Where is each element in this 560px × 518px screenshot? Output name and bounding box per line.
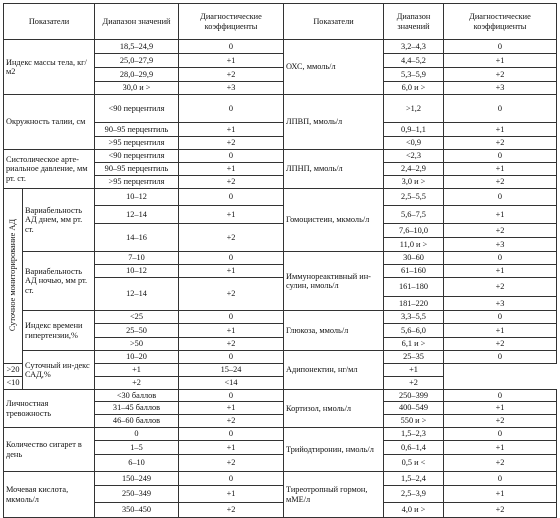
coef-cell: +2 (444, 415, 557, 428)
table-row (4, 252, 557, 265)
range-cell: >50 (95, 338, 179, 351)
table-row (4, 95, 557, 123)
range-cell: >20 (4, 364, 23, 377)
range-cell: 90–95 перцентиль (95, 123, 179, 137)
table-row (4, 150, 557, 163)
range-cell: <25 (95, 311, 179, 324)
table-row (4, 428, 557, 441)
header-coef: Диагностические коэффициенты (179, 4, 284, 40)
coef-cell: 0 (179, 390, 284, 402)
coef-cell: +2 (179, 503, 284, 518)
range-cell: <10 (4, 377, 23, 390)
coef-cell: +2 (444, 137, 557, 150)
range-cell: 61–160 (384, 265, 444, 278)
coef-cell: 0 (179, 95, 284, 123)
range-cell: 0 (95, 428, 179, 441)
range-cell: 1,5–2,3 (384, 428, 444, 441)
coef-cell: +1 (384, 364, 444, 377)
abpm-group-text: Суточное мониторирование АД (8, 218, 18, 332)
range-cell: 400–549 (384, 402, 444, 415)
coef-cell: +1 (444, 163, 557, 176)
range-cell: <30 баллов (95, 390, 179, 402)
coef-cell: +1 (444, 402, 557, 415)
coef-cell: 0 (179, 428, 284, 441)
range-cell: 25,0–27,9 (95, 54, 179, 68)
range-cell: 31–45 баллов (95, 402, 179, 415)
range-cell: 25–50 (95, 324, 179, 338)
range-cell: <90 перцентиля (95, 95, 179, 123)
range-cell: >95 перцентиля (95, 137, 179, 150)
coef-cell: +3 (444, 238, 557, 252)
coef-cell: 0 (179, 472, 284, 486)
coef-cell: +2 (179, 278, 284, 311)
range-cell: 3,2–4,3 (384, 40, 444, 54)
coef-cell: 0 (444, 390, 557, 402)
range-cell: 28,0–29,9 (95, 68, 179, 82)
indicator-ldl: ЛПНП, ммоль/л (284, 150, 384, 189)
range-cell: 6,0 и > (384, 82, 444, 95)
coef-cell: +1 (444, 123, 557, 137)
coef-cell: +2 (444, 176, 557, 189)
indicator-tsh: Тиреотропный гормон, мМЕ/л (284, 472, 384, 518)
indicator-variability-day: Вариабельность АД днем, мм рт. ст. (23, 189, 95, 252)
range-cell: 6,1 и > (384, 338, 444, 351)
table-row (4, 390, 557, 402)
coef-cell: +2 (179, 176, 284, 189)
header-row (4, 4, 557, 40)
coef-cell: +2 (95, 377, 179, 390)
indicator-adiponectin: Адипонектин, нг/мл (284, 351, 384, 390)
range-cell: <0,9 (384, 137, 444, 150)
range-cell: <90 перцентиля (95, 150, 179, 163)
range-cell: 3,0 и > (384, 176, 444, 189)
table-row (4, 472, 557, 486)
coef-cell: +2 (179, 224, 284, 252)
header-indicators: Показатели (4, 4, 95, 40)
coef-cell: +3 (444, 297, 557, 311)
coef-cell: +1 (179, 402, 284, 415)
indicator-hypertension-time: Индекс времени гипертензии,% (23, 311, 95, 351)
range-cell: >95 перцентиля (95, 176, 179, 189)
range-cell: 4,4–5,2 (384, 54, 444, 68)
range-cell: 0,6–1,4 (384, 441, 444, 455)
range-cell: 2,5–3,9 (384, 486, 444, 503)
range-cell: 250–399 (384, 390, 444, 402)
header-indicators-right: Показатели (284, 4, 384, 40)
coef-cell: +2 (444, 503, 557, 518)
range-cell: 15–24 (179, 364, 284, 377)
coef-cell: +2 (444, 338, 557, 351)
table-row (4, 351, 557, 364)
coef-cell: 0 (179, 252, 284, 265)
range-cell: 10–12 (95, 189, 179, 206)
coef-cell: +1 (444, 54, 557, 68)
diagnostic-table (3, 3, 557, 518)
coef-cell: +1 (444, 486, 557, 503)
range-cell: 181–220 (384, 297, 444, 311)
range-cell: 11,0 и > (384, 238, 444, 252)
coef-cell: +1 (444, 206, 557, 224)
indicator-hdl: ЛПВП, ммоль/л (284, 95, 384, 150)
coef-cell: +1 (179, 206, 284, 224)
range-cell: 0,9–1,1 (384, 123, 444, 137)
range-cell: 18,5–24,9 (95, 40, 179, 54)
abpm-group-label (4, 189, 23, 364)
range-cell: 25–35 (384, 351, 444, 364)
header-range: Диапазон значений (95, 4, 179, 40)
coef-cell: 0 (444, 472, 557, 486)
range-cell: 550 и > (384, 415, 444, 428)
range-cell: 10–12 (95, 265, 179, 278)
range-cell: <14 (179, 377, 284, 390)
indicator-glucose: Глюкоза, ммоль/л (284, 311, 384, 351)
indicator-homocysteine: Гомоцистеин, мкмоль/л (284, 189, 384, 252)
indicator-systolic-bp: Систолическое арте-риальное давление, мм рт. ст. (4, 150, 95, 189)
range-cell: 30,0 и > (95, 82, 179, 95)
range-cell: <2,3 (384, 150, 444, 163)
range-cell: 12–14 (95, 278, 179, 311)
coef-cell: 0 (444, 150, 557, 163)
coef-cell: +2 (179, 338, 284, 351)
indicator-cholesterol: ОХС, ммоль/л (284, 40, 384, 95)
table-row (4, 311, 557, 324)
coef-cell: 0 (444, 252, 557, 265)
header-range-right: Диапазон значений (384, 4, 444, 40)
coef-cell: +3 (444, 82, 557, 95)
coef-cell: +1 (179, 486, 284, 503)
coef-cell: +1 (179, 441, 284, 455)
coef-cell: +1 (444, 265, 557, 278)
coef-cell: +2 (444, 455, 557, 472)
coef-cell: 0 (179, 351, 284, 364)
coef-cell: +1 (444, 324, 557, 338)
range-cell: 5,6–7,5 (384, 206, 444, 224)
table-row (4, 189, 557, 206)
range-cell: 5,3–5,9 (384, 68, 444, 82)
range-cell: 14–16 (95, 224, 179, 252)
indicator-anxiety: Личностная тревожность (4, 390, 95, 428)
range-cell: 150–249 (95, 472, 179, 486)
range-cell: 0,5 и < (384, 455, 444, 472)
coef-cell: 0 (179, 311, 284, 324)
coef-cell: +1 (95, 364, 179, 377)
range-cell: 250–349 (95, 486, 179, 503)
coef-cell: 0 (444, 351, 557, 364)
range-cell: 3,3–5,5 (384, 311, 444, 324)
range-cell: 350–450 (95, 503, 179, 518)
coef-cell: +2 (179, 415, 284, 428)
range-cell: 1–5 (95, 441, 179, 455)
range-cell: 7–10 (95, 252, 179, 265)
range-cell: 7,6–10,0 (384, 224, 444, 238)
range-cell: 30–60 (384, 252, 444, 265)
range-cell: 5,6–6,0 (384, 324, 444, 338)
indicator-triiodothyronine: Трийодтиронин, нмоль/л (284, 428, 384, 472)
indicator-cigarettes: Количество сигарет в день (4, 428, 95, 472)
coef-cell: 0 (179, 40, 284, 54)
range-cell: 10–20 (95, 351, 179, 364)
coef-cell: 0 (444, 311, 557, 324)
coef-cell: +2 (384, 377, 444, 390)
range-cell: 12–14 (95, 206, 179, 224)
coef-cell: +2 (444, 224, 557, 238)
coef-cell: +2 (444, 68, 557, 82)
coef-cell: +3 (179, 82, 284, 95)
coef-cell: +2 (179, 68, 284, 82)
coef-cell: 0 (444, 95, 557, 123)
range-cell: >1,2 (384, 95, 444, 123)
coef-cell: +2 (179, 455, 284, 472)
coef-cell: +1 (179, 265, 284, 278)
coef-cell: +1 (179, 324, 284, 338)
table-row (4, 40, 557, 54)
indicator-insulin: Иммунореактивный ин-сулин, нмоль/л (284, 252, 384, 311)
coef-cell: +2 (179, 137, 284, 150)
range-cell: 90–95 перцентиль (95, 163, 179, 176)
range-cell: 2,5–5,5 (384, 189, 444, 206)
indicator-sad-index: Суточный ин-декс САД,% (23, 351, 95, 390)
coef-cell: 0 (444, 189, 557, 206)
indicator-uric-acid: Мочевая кислота, мкмоль/л (4, 472, 95, 518)
indicator-variability-night: Вариабельность АД ночью, мм рт. ст. (23, 252, 95, 311)
range-cell: 46–60 баллов (95, 415, 179, 428)
coef-cell: +2 (444, 278, 557, 297)
range-cell: 1,5–2,4 (384, 472, 444, 486)
coef-cell: +1 (179, 123, 284, 137)
indicator-cortisol: Кортизол, нмоль/л (284, 390, 384, 428)
coef-cell: 0 (179, 150, 284, 163)
range-cell: 2,4–2,9 (384, 163, 444, 176)
range-cell: 6–10 (95, 455, 179, 472)
range-cell: 4,0 и > (384, 503, 444, 518)
indicator-bmi: Индекс массы тела, кг/м2 (4, 40, 95, 95)
coef-cell: +1 (444, 441, 557, 455)
range-cell: 161–180 (384, 278, 444, 297)
header-coef-right: Диагностические коэффициенты (444, 4, 557, 40)
coef-cell: 0 (444, 40, 557, 54)
coef-cell: 0 (444, 428, 557, 441)
coef-cell: 0 (179, 189, 284, 206)
coef-cell: +1 (179, 163, 284, 176)
coef-cell: +1 (179, 54, 284, 68)
indicator-waist: Окружность талии, см (4, 95, 95, 150)
